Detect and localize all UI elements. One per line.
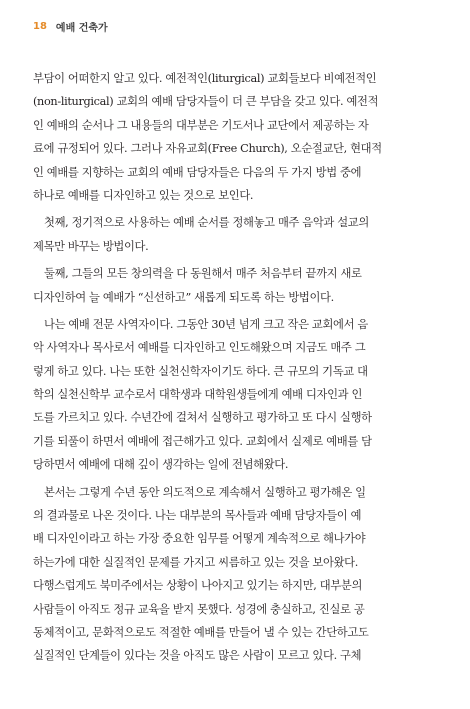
paragraph	[33, 211, 443, 258]
text-line: 동체적이고, 문화적으로도 적절한 예배를 만들어 낼 수 있는 간단하고도	[33, 625, 369, 639]
text-line: 본서는 그렇게 수년 동안 의도적으로 계속해서 실행하고 평가해온 일	[44, 485, 366, 499]
running-head	[33, 18, 108, 34]
body-text	[33, 67, 443, 668]
text-line: 당하면서 예배에 대해 깊이 생각하는 일에 전념해왔다.	[33, 458, 289, 472]
text-line: 학의 실천신학부 교수로서 대학생과 대학원생들에게 예배 디자인과 인	[33, 388, 363, 402]
paragraph	[33, 313, 443, 477]
text-line: 의 결과물로 나온 것이다. 나는 대부분의 목사들과 예배 담당자들이 예	[33, 509, 362, 523]
paragraph	[33, 481, 443, 668]
text-line: 나는 예배 전문 사역자이다. 그동안 30년 넘게 크고 작은 교회에서 음	[44, 317, 368, 331]
text-line: 사람들이 아직도 정규 교육을 받지 못했다. 성경에 충실하고, 진실로 공	[33, 602, 365, 616]
text-line: 첫째, 정기적으로 사용하는 예배 순서를 정해놓고 매주 음악과 설교의	[44, 216, 369, 230]
text-line: 다행스럽게도 북미주에서는 상황이 나아지고 있기는 하지만, 대부분의	[33, 579, 363, 593]
text-line: 료에 규정되어 있다. 그러나 자유교회(Free Church), 오순절교단, 현대적	[33, 142, 382, 156]
text-line: 제목만 바꾸는 방법이다.	[33, 239, 149, 253]
chapter-title: 예배 건축가	[55, 22, 108, 34]
text-line: 기를 되풀이 하면서 예배에 접근해가고 있다. 교회에서 실제로 예배를 담	[33, 434, 372, 448]
text-line: 실질적인 단계들이 있다는 것을 아직도 많은 사람이 모르고 있다. 구체	[33, 649, 362, 663]
text-line: 렇게 하고 있다. 나는 또한 실천신학자이기도 하다. 큰 규모의 기독교 대	[33, 364, 368, 378]
paragraph	[33, 262, 443, 309]
paragraph	[33, 67, 443, 207]
text-line: (non-liturgical) 교회의 예배 담당자들이 더 큰 부담을 갖고 있다. 예전적	[33, 95, 379, 109]
text-line: 하나로 예배를 디자인하고 있는 것으로 보인다.	[33, 188, 254, 202]
text-line: 도를 가르치고 있다. 수년간에 걸쳐서 실행하고 평가하고 또 다시 실행하	[33, 411, 372, 425]
text-line: 인 예배의 순서나 그 내용들의 대부분은 기도서나 교단에서 제공하는 자	[33, 118, 369, 132]
text-line: 둘째, 그들의 모든 창의력을 다 동원해서 매주 처음부터 끝까지 새로	[44, 267, 362, 281]
text-line: 악 사역자나 목사로서 예배를 디자인하고 인도해왔으며 지금도 매주 그	[33, 341, 366, 355]
text-line: 부담이 어떠한지 알고 있다. 예전적인(liturgical) 교회들보다 비예전적인	[33, 72, 377, 85]
text-line: 하는가에 대한 실질적인 문제를 가지고 씨름하고 있는 것을 보아왔다.	[33, 555, 358, 569]
text-line: 디자인하여 늘 예배가 “신선하고” 새롭게 되도록 하는 방법이다.	[33, 290, 334, 304]
text-line: 인 예배를 지향하는 교회의 예배 담당자들은 다음의 두 가지 방법 중에	[33, 165, 362, 179]
text-line: 배 디자인이라고 하는 가장 중요한 임무를 어떻게 계속적으로 해나가야	[33, 532, 366, 546]
page-number: 18	[33, 20, 47, 32]
